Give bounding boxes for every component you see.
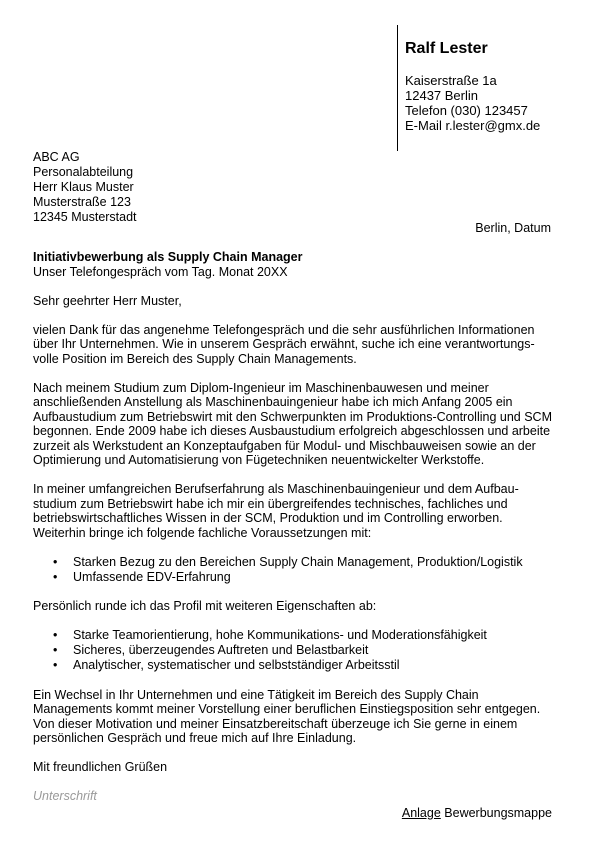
subject-line: Initiativbewerbung als Supply Chain Manager xyxy=(33,250,303,264)
salutation: Sehr geehrter Herr Muster, xyxy=(33,293,182,308)
recipient-street: Musterstraße 123 xyxy=(33,195,131,209)
sender-street: Kaiserstraße 1a xyxy=(405,73,497,88)
professional-skills-list xyxy=(33,555,553,585)
paragraph-education: Nach meinem Studium zum Diplom-Ingenieur im Maschinenbauwesen und meiner anschließenden Anstellung als Maschinenbauingenieur habe ich mich Anfang 2005 ein Aufbaustudium zum Betriebswirt mit den Schwerpunkten im Produktions-Controlling und SCM begonnen. Ende 2009 habe ich dieses Ausbaustudium erfolgreich abgeschlossen und arbeite zurzeit als Werkstudent an Konzeptaufgaben für Modul- und Mischbauweisen sowie an der Optimierung und Automatisierung von Fügetechniken neuentwickelter Werkstoffe. xyxy=(33,380,552,467)
list-item-text: Analytischer, systematischer und selbstständiger Arbeitsstil xyxy=(73,658,400,672)
list-item-text: Starke Teamorientierung, hohe Kommunikations- und Moderationsfähigkeit xyxy=(73,628,487,642)
personal-skills-list xyxy=(33,628,553,673)
list-item-text: Umfassende EDV-Erfahrung xyxy=(73,569,231,584)
sender-email: E-Mail r.lester@gmx.de xyxy=(405,118,541,133)
recipient-department: Personalabteilung xyxy=(33,165,134,179)
closing: Mit freundlichen Grüßen xyxy=(33,760,168,774)
attachment-line xyxy=(402,806,552,821)
list-item xyxy=(33,555,553,570)
list-item xyxy=(33,643,553,658)
reference-line: Unser Telefongespräch vom Tag. Monat 20XX xyxy=(33,264,288,279)
place-date: Berlin, Datum xyxy=(475,221,551,235)
bullet-icon: • xyxy=(53,643,58,657)
sender-address xyxy=(405,73,540,133)
recipient-city: 12345 Musterstadt xyxy=(33,210,137,224)
list-item-text: Starken Bezug zu den Bereichen Supply Chain Management, Produktion/Logistik xyxy=(73,554,523,569)
bullet-icon: • xyxy=(53,628,58,642)
sender-phone: Telefon (030) 123457 xyxy=(405,103,528,118)
recipient-person: Herr Klaus Muster xyxy=(33,180,134,194)
paragraph-personal-intro: Persönlich runde ich das Profil mit weiteren Eigenschaften ab: xyxy=(33,599,377,613)
list-item-text: Sicheres, überzeugendes Auftreten und Belastbarkeit xyxy=(73,643,369,657)
list-item xyxy=(33,570,553,585)
letter-body xyxy=(33,250,553,804)
paragraph-intro: vielen Dank für das angenehme Telefongespräch und die sehr ausführlichen Informationen über Ihr Unternehmen. Wie in unserem Gespräch erwähnt, suche ich eine verantwortungsvolle Position im Bereich des Supply Chain Managements. xyxy=(33,322,535,366)
recipient-address xyxy=(33,150,137,225)
header-divider xyxy=(397,25,398,151)
list-item xyxy=(33,628,553,643)
paragraph-experience: In meiner umfangreichen Berufserfahrung als Maschinenbauingenieur und dem Aufbaustudium zum Betriebswirt habe ich mir ein übergreifendes technisches, fachliches und betriebswirtschaftliches Wissen in der SCM, Produktion und im Controlling erworben. Weiterhin bringe ich folgende fachliche Voraussetzungen mit: xyxy=(33,482,519,540)
sender-city: 12437 Berlin xyxy=(405,88,478,103)
attachment-label: Anlage xyxy=(401,806,441,820)
recipient-company: ABC AG xyxy=(33,150,80,164)
paragraph-motivation: Ein Wechsel in Ihr Unternehmen und eine Tätigkeit im Bereich des Supply Chain Managements kommt meiner Vorstellung einer beruflichen Einstiegsposition sehr entgegen. Von dieser Motivation und meiner Einsatzbereitschaft überzeuge ich Sie gerne in einem persönlichen Gespräch und freue mich auf Ihre Einladung. xyxy=(33,687,541,745)
bullet-icon: • xyxy=(53,554,58,569)
signature-placeholder: Unterschrift xyxy=(33,789,97,803)
attachment-text: Bewerbungsmappe xyxy=(444,806,552,820)
sender-name: Ralf Lester xyxy=(405,40,488,57)
bullet-icon: • xyxy=(53,569,58,584)
list-item xyxy=(33,658,553,673)
bullet-icon: • xyxy=(53,658,58,672)
